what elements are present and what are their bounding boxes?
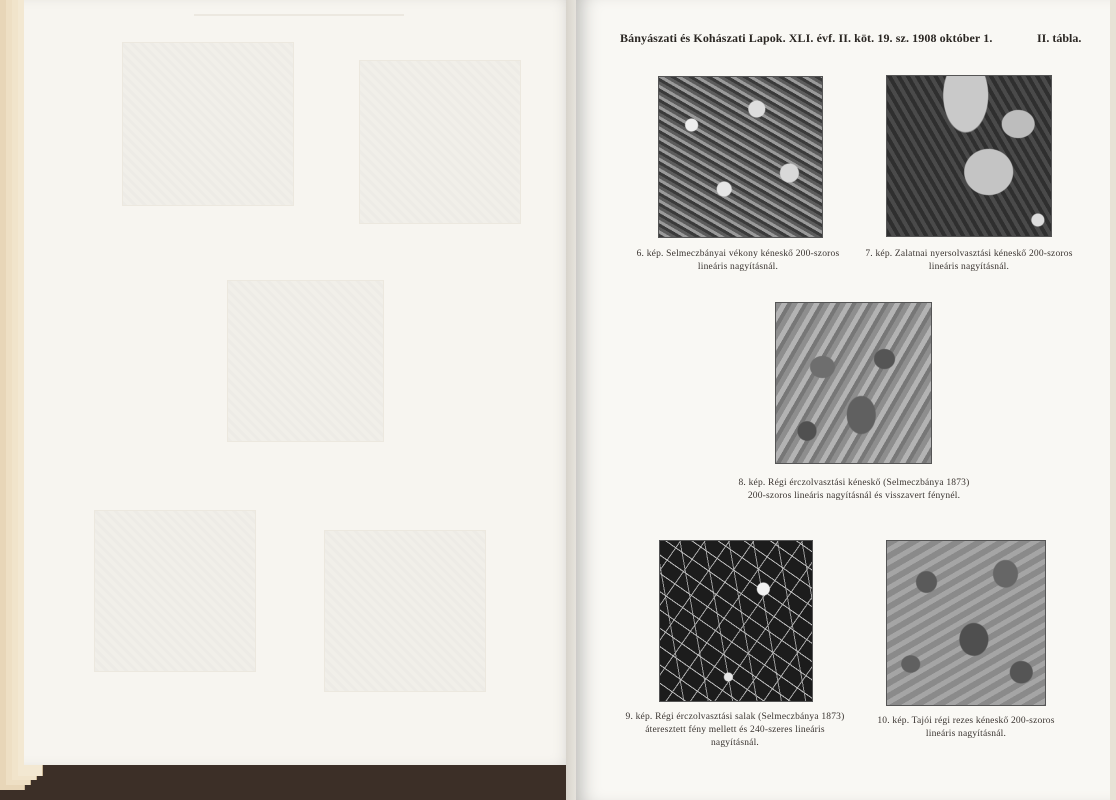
left-page-blank-verso xyxy=(24,0,576,765)
figure-8-caption: 8. kép. Régi érczolvasztási kéneskő (Selmeczbánya 1873) 200-szoros lineáris nagyításnál és visszavert fénynél. xyxy=(738,478,970,501)
show-through-plate xyxy=(122,42,294,206)
micrograph-figure-7 xyxy=(886,75,1052,237)
micrograph-figure-10 xyxy=(886,540,1046,706)
plate-label: II. tábla. xyxy=(1037,31,1082,45)
journal-header: Bányászati és Kohászati Lapok. XLI. évf. II. köt. 19. sz. 1908 október 1. xyxy=(620,31,993,45)
show-through-plate xyxy=(359,60,521,224)
micrograph-figure-6 xyxy=(658,76,823,238)
micrograph-figure-8 xyxy=(775,302,932,464)
right-page-plate xyxy=(576,0,1116,800)
micrograph-figure-9 xyxy=(659,540,813,702)
show-through-plate xyxy=(227,280,384,442)
figure-10-caption: 10. kép. Tajói régi rezes kéneskő 200-szoros lineáris nagyításnál. xyxy=(877,716,1055,739)
figure-7-caption: 7. kép. Zalatnai nyersolvasztási kéneskő 200-szoros lineáris nagyításnál. xyxy=(865,249,1073,272)
show-through-plate xyxy=(324,530,486,692)
page-margin-edge xyxy=(1110,0,1116,800)
figure-6-caption: 6. kép. Selmeczbányai vékony kéneskő 200-szoros lineáris nagyításnál. xyxy=(636,249,840,272)
show-through-plate xyxy=(94,510,256,672)
figure-9-caption: 9. kép. Régi érczolvasztási salak (Selmeczbánya 1873) áteresztett fény mellett és 240-szeres lineáris nagyításnál. xyxy=(625,712,845,748)
show-through-header xyxy=(194,14,404,16)
